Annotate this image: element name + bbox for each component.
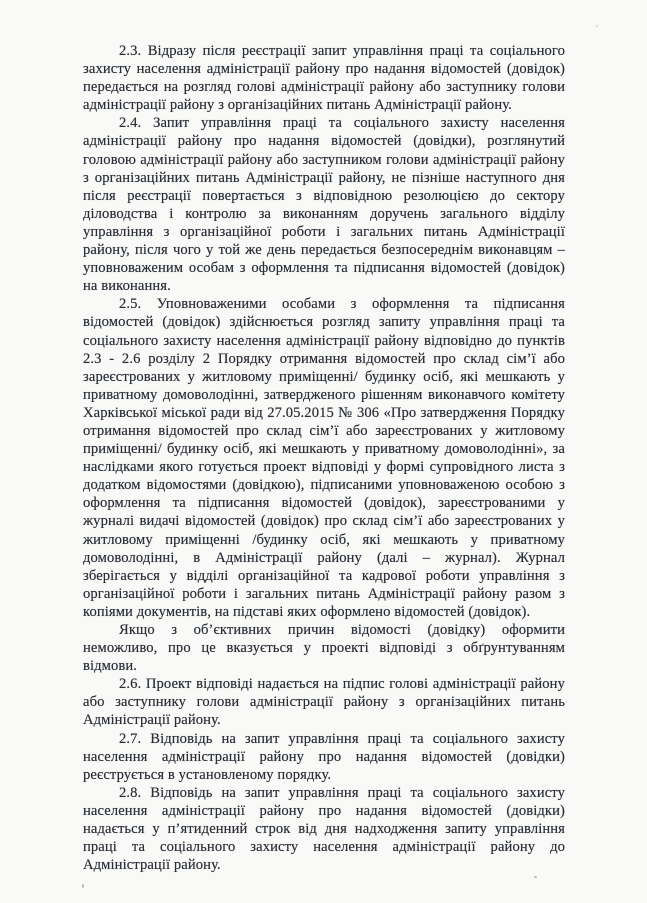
paragraph-2-3: 2.3. Відразу після реєстрації запит управління праці та соціального захисту населення адміністрації району про надання відомостей (довідок) передається на розгляд голові адміністрації району або заступнику голови адміністрації району з організаційних питань Адміністрації району. <box>83 43 565 114</box>
paragraph-2-8: 2.8. Відповідь на запит управління праці та соціального захисту населення адміністрації району про надання відомостей (довідки) надається у п’ятиденний строк від дня надходження запиту управління праці та соціального захисту населення адміністрації району до Адміністрації району. <box>83 784 565 874</box>
paragraph-2-4: 2.4. Запит управління праці та соціального захисту населення адміністрації району про надання відомостей (довідки), розглянутий головою адміністрації району або заступником голови адміністрації району з організаційних питань Адміністрації району, не пізніше наступного дня після реєстрації повертається з відповідною резолюцією до сектору діловодства і контролю за виконанням доручень загального відділу управління з організаційної роботи і загальних питань Адміністрації району, після чого у той же день передається безпосереднім виконавцям – уповноваженим особам з оформлення та підписання відомостей (довідок) на виконання. <box>83 115 565 295</box>
scan-speck <box>82 884 84 888</box>
scan-speck <box>534 876 537 878</box>
paragraph-2-6: 2.6. Проект відповіді надається на підпис голові адміністрації району або заступнику голови адміністрації району з організаційних питань Адміністрації району. <box>83 676 565 729</box>
paragraph-refusal-note: Якщо з об’єктивних причин відомості (довідку) оформити неможливо, про це вказується у проекті відповіді з обґрунтуванням відмови. <box>83 622 565 675</box>
paragraph-2-5: 2.5. Уповноваженими особами з оформлення та підписання відомостей (довідок) здійснюється розгляд запиту управління праці та соціального захисту населення адміністрації району відповідно до пунктів 2.3 - 2.6 розділу 2 Порядку отримання відомостей про склад сім’ї або зареєстрованих у житловому приміщенні/ будинку осіб, які мешкають у приватному домоволодінні, затвердженого рішенням виконавчого комітету Харківської міської ради від 27.05.2015 № 306 «Про затвердження Порядку отримання відомостей про склад сім’ї або зареєстрованих у житловому приміщенні/ будинку осіб, які мешкають у приватному домоволодінні», за наслідками якого готується проект відповіді у формі супровідного листа з додатком відомостями (довідкою), підписаними уповноваженою особою з оформлення та підписання відомостей (довідок), зареєстрованими у журналі видачі відомостей (довідок) про склад сім’ї або зареєстрованих у житловому приміщенні /будинку осіб, які мешкають у приватному домоволодінні, в Адміністрації району (далі – журнал). Журнал зберігається у відділі організаційної та кадрової роботи управління з організаційної роботи і загальних питань Адміністрації району разом з копіями документів, на підставі яких оформлено відомостей (довідок). <box>83 296 565 620</box>
paragraph-2-7: 2.7. Відповідь на запит управління праці та соціального захисту населення адміністрації району про надання відомостей (довідки) реєструється в установленому порядку. <box>83 730 565 783</box>
scan-speck <box>596 25 598 27</box>
document-text-block <box>83 42 565 874</box>
